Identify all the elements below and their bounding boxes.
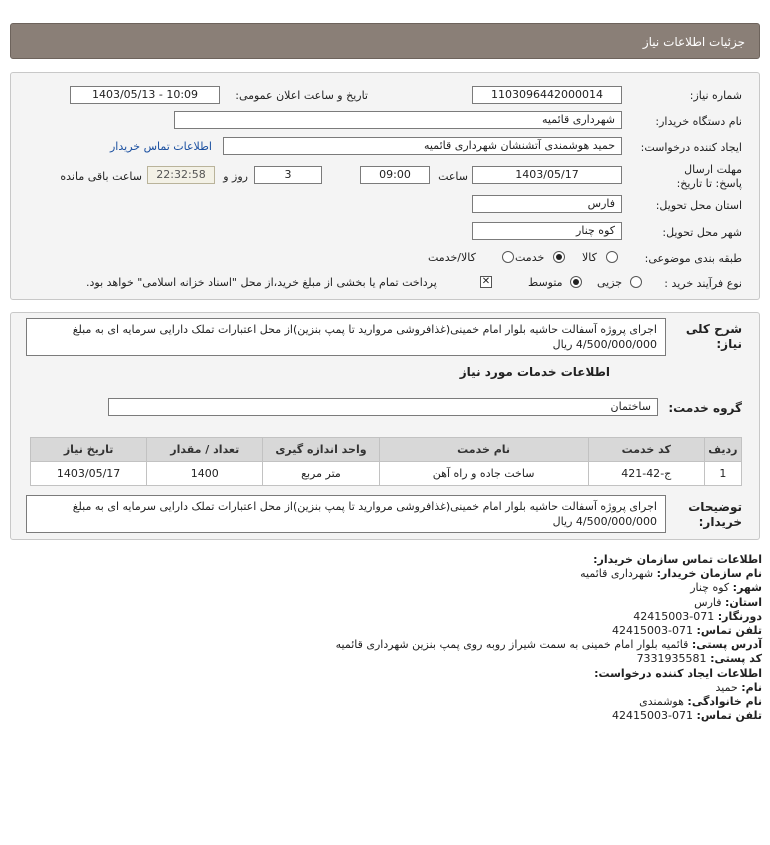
org-name-label: نام سازمان خریدار: — [656, 567, 762, 581]
province-field[interactable]: فارس — [472, 195, 622, 213]
city-label-contact: شهر: — [732, 581, 762, 595]
deadline-time-field[interactable]: 09:00 — [360, 166, 430, 184]
city-label: شهر محل تحویل: — [662, 226, 742, 239]
col-unit: واحد اندازه گیری — [263, 438, 379, 462]
province-label: استان محل تحویل: — [655, 199, 742, 212]
need-number-label: شماره نیاز: — [689, 89, 742, 102]
contact-info — [202, 553, 762, 723]
address-value: قائمیه بلوار امام خمینی به سمت شیراز روبه روی پمپ بنزین شهرداری قائمیه — [335, 638, 689, 652]
process-medium-label: متوسط — [528, 276, 563, 289]
fax-value: 071-42415003 — [633, 609, 715, 623]
cell-name: ساخت جاده و راه آهن — [379, 462, 588, 486]
creator-label: ایجاد کننده درخواست: — [640, 141, 742, 154]
cell-qty: 1400 — [147, 462, 263, 486]
col-qty: تعداد / مقدار — [147, 438, 263, 462]
treasury-checkbox[interactable]: ✕ — [481, 276, 491, 287]
postal-value: 7331935581 — [636, 652, 707, 666]
phone-value: 071-42415003 — [612, 624, 694, 638]
first-name-label: نام: — [741, 680, 762, 694]
services-table — [30, 437, 742, 486]
buyer-notes-label: توضیحات خریدار: — [688, 500, 742, 529]
category-service-radio[interactable] — [553, 251, 565, 263]
announce-field[interactable]: 1403/05/13 - 10:09 — [70, 86, 220, 104]
days-field[interactable]: 3 — [254, 166, 322, 184]
cell-code: ج-42-421 — [588, 462, 704, 486]
city-contact: کوه چنار — [690, 581, 730, 595]
services-section-title: اطلاعات خدمات مورد نیاز — [459, 365, 610, 379]
cell-row: 1 — [704, 462, 741, 486]
service-group-label: گروه خدمت: — [668, 401, 742, 415]
address-label: آدرس پستی: — [691, 638, 762, 652]
first-name-value: حمید — [715, 680, 738, 694]
payment-note: پرداخت تمام یا بخشی از مبلغ خرید،از محل "اسناد خزانه اسلامی" خواهد بود. — [86, 276, 437, 289]
last-name-value: هوشمندی — [639, 695, 684, 709]
page-header — [10, 23, 760, 59]
remaining-label: ساعت باقی مانده — [60, 170, 142, 183]
creator-field[interactable]: حمید هوشمندی آتشنشان شهرداری قائمیه — [223, 137, 622, 155]
summary-label: شرح کلی نیاز: — [685, 322, 742, 351]
category-goods-service-label: کالا/خدمت — [428, 251, 476, 264]
col-date: تاریخ نیاز — [31, 438, 147, 462]
buyer-label: نام دستگاه خریدار: — [655, 115, 742, 128]
need-info-panel — [10, 72, 760, 300]
creator-phone-value: 071-42415003 — [612, 709, 694, 723]
process-minor-label: جزیی — [597, 276, 623, 289]
announce-label: تاریخ و ساعت اعلان عمومی: — [235, 89, 368, 102]
service-group-field[interactable]: ساختمان — [108, 398, 658, 416]
page-title: جزئیات اطلاعات نیاز — [642, 35, 745, 49]
time-label: ساعت — [438, 170, 468, 183]
org-title: اطلاعات تماس سازمان خریدار: — [593, 553, 762, 566]
category-service-label: خدمت — [515, 251, 545, 264]
category-goods-radio[interactable] — [606, 251, 618, 263]
phone-label: تلفن تماس: — [696, 624, 762, 638]
need-number-field[interactable]: 1103096442000014 — [472, 86, 622, 104]
process-minor-radio[interactable] — [630, 276, 642, 288]
col-name: نام خدمت — [379, 438, 588, 462]
postal-label: کد پستی: — [710, 652, 762, 666]
city-field[interactable]: کوه چنار — [472, 222, 622, 240]
org-name: شهرداری قائمیه — [580, 567, 654, 581]
buyer-field[interactable]: شهرداری قائمیه — [174, 111, 622, 129]
creator-title: اطلاعات ایجاد کننده درخواست: — [594, 666, 762, 680]
category-goods-service-radio[interactable] — [502, 251, 514, 263]
creator-phone-label: تلفن تماس: — [696, 709, 762, 723]
buyer-contact-link[interactable]: اطلاعات تماس خریدار — [110, 140, 212, 153]
cell-date: 1403/05/17 — [31, 462, 147, 486]
category-label: طبقه بندی موضوعی: — [644, 252, 742, 265]
buyer-notes-textbox[interactable]: اجرای پروژه آسفالت حاشیه بلوار امام خمینی(غذافروشی مروارید تا پمپ بنزین)از محل اعتبارات تملک دارایی سرمایه ای به مبلغ 4/500/000/000 ریال — [26, 495, 666, 533]
table-row[interactable] — [31, 462, 742, 486]
province-label-contact: استان: — [725, 595, 762, 609]
fax-label: دورنگار: — [717, 609, 762, 623]
days-label: روز و — [223, 170, 248, 183]
deadline-label: مهلت ارسال پاسخ: تا تاریخ: — [676, 163, 742, 190]
col-row: ردیف — [704, 438, 741, 462]
table-header-row — [31, 438, 742, 462]
process-medium-radio[interactable] — [570, 276, 582, 288]
last-name-label: نام خانوادگی: — [687, 695, 762, 709]
remaining-time-field: 22:32:58 — [147, 166, 215, 184]
cell-unit: متر مربع — [263, 462, 379, 486]
province-contact: فارس — [694, 595, 722, 609]
deadline-date-field[interactable]: 1403/05/17 — [472, 166, 622, 184]
col-code: کد خدمت — [588, 438, 704, 462]
summary-textbox[interactable]: اجرای پروژه آسفالت حاشیه بلوار امام خمینی(غذافروشی مروارید تا پمپ بنزین)از محل اعتبارات تملک دارایی سرمایه ای به مبلغ 4/500/000/000 ریال — [26, 318, 666, 356]
category-goods-label: کالا — [582, 251, 597, 264]
process-label: نوع فرآیند خرید : — [664, 277, 742, 290]
